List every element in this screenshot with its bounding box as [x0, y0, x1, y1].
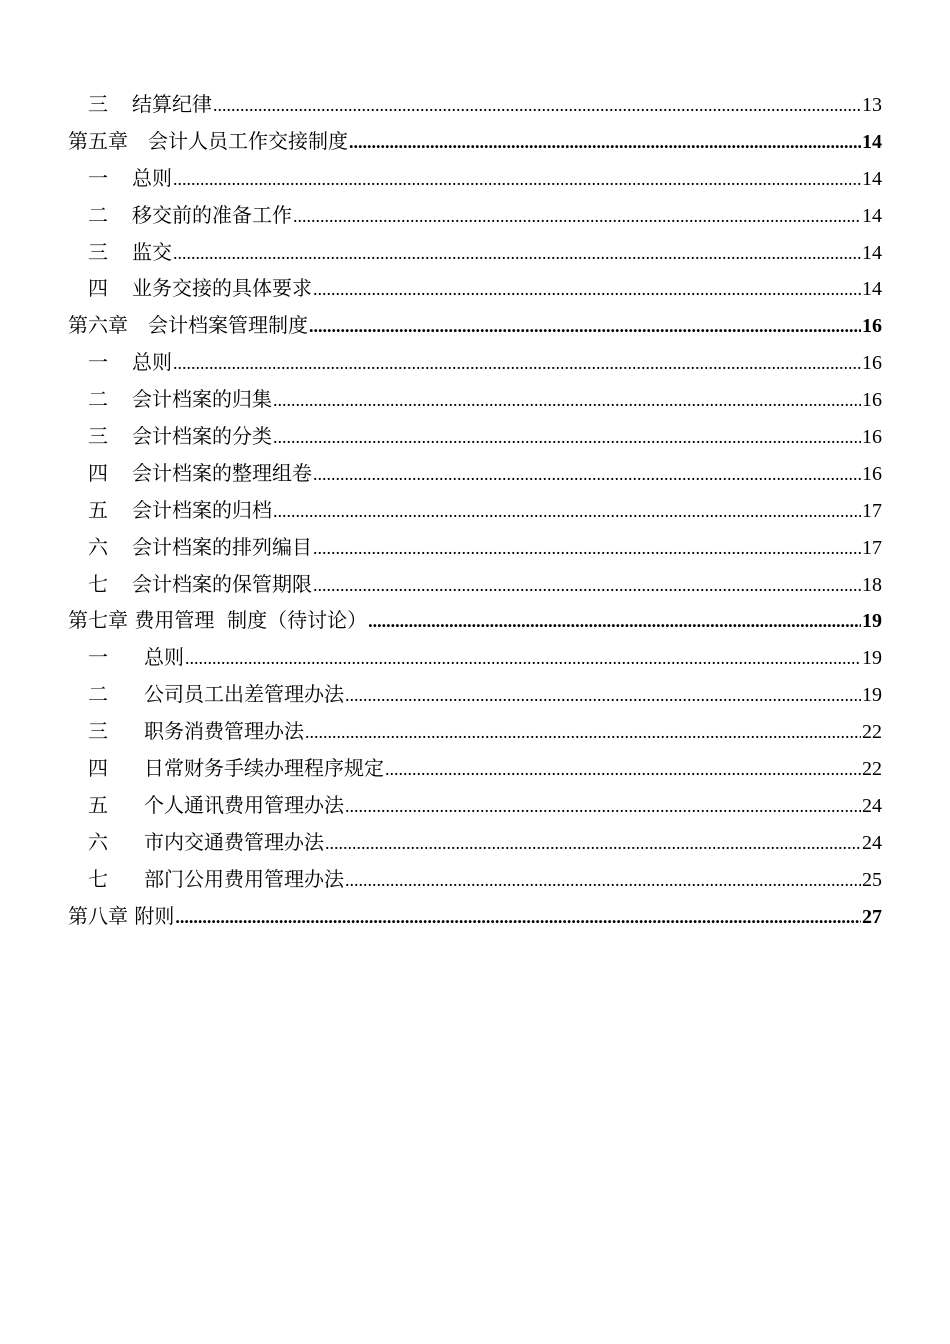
section-title: 总则 — [144, 645, 184, 670]
section-number: 七 — [88, 571, 108, 596]
section-title: 会计档案的保管期限 — [132, 571, 312, 596]
toc-entry[interactable] — [68, 234, 882, 271]
dot-leader — [213, 87, 861, 124]
dot-leader — [325, 825, 861, 862]
toc-chapter-entry[interactable] — [68, 123, 882, 160]
dot-leader — [309, 308, 861, 345]
toc-entry[interactable] — [68, 418, 882, 455]
toc-entry[interactable] — [68, 861, 882, 898]
section-number: 四 — [88, 276, 108, 301]
chapter-title: 第八章 附则 — [68, 903, 175, 928]
dot-leader — [273, 419, 861, 456]
chapter-title: 第五章 会计人员工作交接制度 — [68, 128, 348, 153]
dot-leader — [293, 198, 861, 235]
section-number: 二 — [88, 387, 108, 412]
page-number: 19 — [862, 684, 882, 707]
chapter-title: 第七章 费用管理 制度（待讨论） — [68, 608, 368, 633]
toc-entry[interactable] — [68, 160, 882, 197]
page-number: 16 — [862, 389, 882, 412]
toc-entry[interactable] — [68, 270, 882, 307]
section-number: 六 — [88, 829, 108, 854]
page-number: 22 — [862, 721, 882, 744]
page-number: 16 — [862, 315, 882, 338]
dot-leader — [273, 382, 861, 419]
toc-entry[interactable] — [68, 381, 882, 418]
section-number: 三 — [88, 92, 108, 116]
toc-entry[interactable] — [68, 676, 882, 713]
section-title: 会计档案的归档 — [132, 497, 272, 522]
section-title: 业务交接的具体要求 — [132, 276, 312, 301]
section-title: 职务消费管理办法 — [144, 719, 304, 744]
section-title: 部门公用费用管理办法 — [144, 866, 344, 891]
section-number: 二 — [88, 682, 108, 707]
section-number: 一 — [88, 165, 108, 190]
dot-leader — [185, 640, 861, 677]
page-number: 24 — [862, 794, 882, 817]
toc-entry[interactable] — [68, 492, 882, 529]
section-title: 结算纪律 — [132, 92, 212, 116]
page-number: 27 — [862, 905, 882, 928]
section-title: 总则 — [132, 165, 172, 190]
section-title: 会计档案的排列编目 — [132, 534, 312, 559]
section-title: 会计档案的归集 — [132, 387, 272, 412]
section-number: 四 — [88, 460, 108, 485]
dot-leader — [313, 530, 861, 567]
section-title: 市内交通费管理办法 — [144, 829, 324, 854]
page-number: 18 — [862, 573, 882, 596]
toc-entry[interactable] — [68, 566, 882, 603]
section-number: 五 — [88, 497, 108, 522]
page-number: 24 — [862, 831, 882, 854]
page-number: 14 — [862, 167, 882, 190]
dot-leader — [173, 345, 861, 382]
toc-chapter-entry[interactable] — [68, 602, 882, 639]
dot-leader — [345, 788, 861, 825]
page-number: 14 — [862, 204, 882, 227]
page-number: 16 — [862, 462, 882, 485]
section-number: 六 — [88, 534, 108, 559]
dot-leader — [349, 124, 861, 161]
page-number: 13 — [862, 94, 882, 116]
dot-leader — [175, 899, 861, 936]
page-number: 17 — [862, 536, 882, 559]
section-number: 一 — [88, 645, 108, 670]
dot-leader — [385, 751, 861, 788]
page-number: 17 — [862, 499, 882, 522]
section-title: 移交前的准备工作 — [132, 202, 292, 227]
toc-entry[interactable] — [68, 455, 882, 492]
toc-entry[interactable] — [68, 86, 882, 123]
dot-leader — [173, 161, 861, 198]
toc-entry[interactable] — [68, 344, 882, 381]
page-number: 22 — [862, 758, 882, 781]
toc-entry[interactable] — [68, 750, 882, 787]
section-number: 五 — [88, 792, 108, 817]
section-title: 监交 — [132, 239, 172, 264]
dot-leader — [173, 235, 861, 272]
dot-leader — [305, 714, 861, 751]
dot-leader — [345, 862, 861, 899]
toc-entry[interactable] — [68, 529, 882, 566]
section-number: 二 — [88, 202, 108, 227]
section-title: 日常财务手续办理程序规定 — [144, 756, 384, 781]
toc-entry[interactable] — [68, 787, 882, 824]
section-title: 个人通讯费用管理办法 — [144, 792, 344, 817]
page-number: 19 — [862, 647, 882, 670]
page-number: 14 — [862, 278, 882, 301]
dot-leader — [345, 677, 861, 714]
page-number: 14 — [862, 130, 882, 153]
dot-leader — [313, 456, 861, 493]
section-title: 会计档案的分类 — [132, 424, 272, 449]
page-number: 14 — [862, 241, 882, 264]
section-number: 一 — [88, 350, 108, 375]
section-number: 三 — [88, 719, 108, 744]
toc-chapter-entry[interactable] — [68, 898, 882, 935]
toc-chapter-entry[interactable] — [68, 307, 882, 344]
section-number: 三 — [88, 424, 108, 449]
page-number: 19 — [862, 610, 882, 633]
toc-entry[interactable] — [68, 824, 882, 861]
section-number: 三 — [88, 239, 108, 264]
section-title: 公司员工出差管理办法 — [144, 682, 344, 707]
page-number: 25 — [862, 868, 882, 891]
section-number: 四 — [88, 756, 108, 781]
toc-entry[interactable] — [68, 197, 882, 234]
toc-entry[interactable] — [68, 639, 882, 676]
dot-leader — [368, 603, 861, 640]
dot-leader — [273, 493, 861, 530]
chapter-title: 第六章 会计档案管理制度 — [68, 313, 308, 338]
dot-leader — [313, 271, 861, 308]
table-of-contents — [68, 86, 882, 934]
page-number: 16 — [862, 426, 882, 449]
section-title: 总则 — [132, 350, 172, 375]
page-number: 16 — [862, 352, 882, 375]
toc-entry[interactable] — [68, 713, 882, 750]
dot-leader — [313, 567, 861, 604]
section-title: 会计档案的整理组卷 — [132, 460, 312, 485]
section-number: 七 — [88, 866, 108, 891]
